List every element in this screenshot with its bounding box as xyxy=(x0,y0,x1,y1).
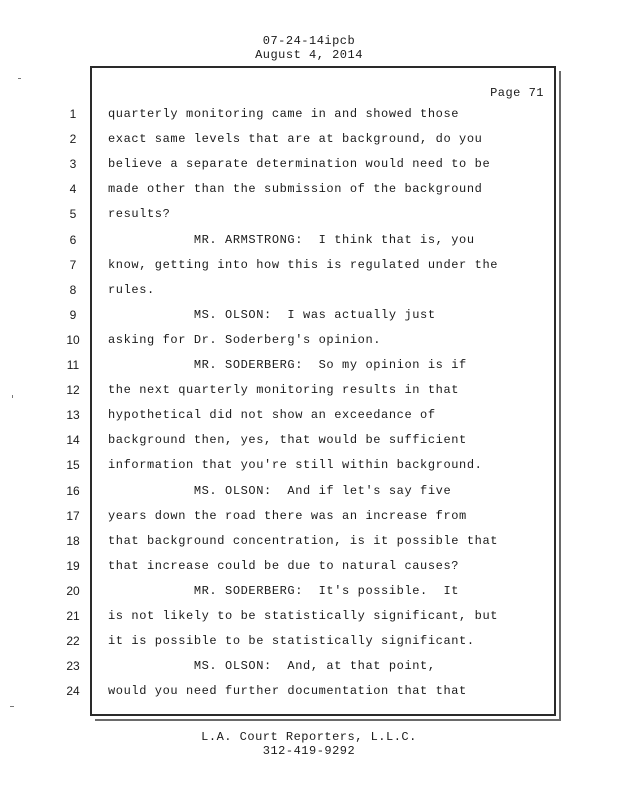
transcript-line: results? xyxy=(108,207,171,221)
line-number: 24 xyxy=(66,684,80,698)
line-number: 12 xyxy=(66,383,80,397)
transcript-line: that background concentration, is it possible that xyxy=(108,534,499,548)
scan-speck xyxy=(10,706,14,707)
line-number: 22 xyxy=(66,634,80,648)
transcript-header-date: August 4, 2014 xyxy=(255,48,363,62)
footer-phone: 312-419-9292 xyxy=(262,744,356,758)
transcript-line: years down the road there was an increase from xyxy=(108,509,467,523)
transcript-line: that increase could be due to natural causes? xyxy=(108,559,460,573)
line-number: 16 xyxy=(66,484,80,498)
line-number: 7 xyxy=(69,258,77,272)
transcript-line: MS. OLSON: I was actually just xyxy=(108,308,436,322)
transcript-line: hypothetical did not show an exceedance of xyxy=(108,408,436,422)
line-number: 6 xyxy=(69,233,77,247)
transcript-line: MR. ARMSTRONG: I think that is, you xyxy=(108,233,475,247)
transcript-line: MR. SODERBERG: So my opinion is if xyxy=(108,358,467,372)
line-number: 2 xyxy=(69,132,77,146)
line-number: 21 xyxy=(66,609,80,623)
footer-reporter-name: L.A. Court Reporters, L.L.C. xyxy=(201,730,417,744)
transcript-line: MS. OLSON: And, at that point, xyxy=(108,659,436,673)
line-number: 1 xyxy=(69,107,77,121)
transcript-line: information that you're still within background. xyxy=(108,458,483,472)
transcript-line: is not likely to be statistically significant, but xyxy=(108,609,499,623)
transcript-line: MR. SODERBERG: It's possible. It xyxy=(108,584,460,598)
transcript-line: background then, yes, that would be sufficient xyxy=(108,433,467,447)
transcript-line: it is possible to be statistically significant. xyxy=(108,634,475,648)
line-number: 9 xyxy=(69,308,77,322)
line-number: 11 xyxy=(66,358,80,372)
line-number: 14 xyxy=(66,433,80,447)
line-number: 17 xyxy=(66,509,80,523)
scan-speck xyxy=(12,395,13,398)
transcript-header-code: 07-24-14ipcb xyxy=(262,34,356,48)
transcript-line: made other than the submission of the background xyxy=(108,182,483,196)
transcript-line: believe a separate determination would need to be xyxy=(108,157,491,171)
transcript-line: asking for Dr. Soderberg's opinion. xyxy=(108,333,382,347)
line-number: 19 xyxy=(66,559,80,573)
line-number: 4 xyxy=(69,182,77,196)
line-number: 23 xyxy=(66,659,80,673)
transcript-line: MS. OLSON: And if let's say five xyxy=(108,484,452,498)
line-number: 10 xyxy=(66,333,80,347)
transcript-line: would you need further documentation that that xyxy=(108,684,467,698)
transcript-line: exact same levels that are at background, do you xyxy=(108,132,483,146)
line-number: 8 xyxy=(69,283,77,297)
transcript-line: know, getting into how this is regulated under the xyxy=(108,258,499,272)
transcript-line: the next quarterly monitoring results in that xyxy=(108,383,460,397)
line-number: 20 xyxy=(66,584,80,598)
line-number: 15 xyxy=(66,458,80,472)
scan-speck xyxy=(18,78,21,79)
transcript-line: quarterly monitoring came in and showed those xyxy=(108,107,460,121)
line-number: 18 xyxy=(66,534,80,548)
line-number: 13 xyxy=(66,408,80,422)
page-number: Page 71 xyxy=(490,86,544,100)
line-number: 5 xyxy=(69,207,77,221)
transcript-line: rules. xyxy=(108,283,155,297)
line-number: 3 xyxy=(69,157,77,171)
